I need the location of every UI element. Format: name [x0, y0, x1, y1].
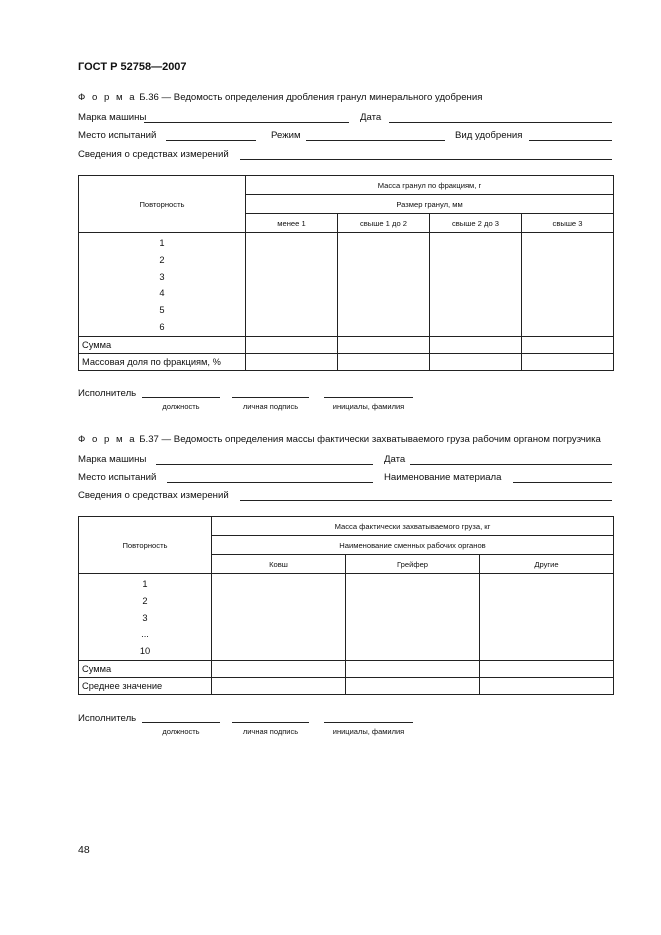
form-b37-title [78, 434, 601, 445]
row-number: 3 [142, 612, 148, 623]
size-header: Размер гранул, мм [246, 195, 614, 214]
date-field[interactable] [410, 464, 612, 465]
name-field[interactable] [324, 397, 413, 398]
repetition-numbers [79, 233, 246, 337]
column-header: менее 1 [246, 214, 338, 233]
mass-header: Масса гранул по фракциям, г [246, 176, 614, 195]
place-field[interactable] [167, 482, 373, 483]
fertilizer-label: Вид удобрения [455, 130, 523, 141]
mass-header: Масса фактически захватываемого груза, кг [212, 517, 614, 536]
mode-label: Режим [271, 130, 301, 141]
data-cell[interactable] [522, 353, 614, 370]
data-cell[interactable] [212, 677, 346, 694]
rep-header: Повторность [79, 517, 212, 574]
column-header: Грейфер [346, 555, 480, 574]
machine-field[interactable] [156, 464, 373, 465]
share-row-label: Массовая доля по фракциям, % [79, 353, 246, 370]
data-cell[interactable] [430, 233, 522, 337]
document-standard-number: ГОСТ Р 52758—2007 [78, 61, 187, 73]
material-label: Наименование материала [384, 472, 502, 483]
mode-field[interactable] [306, 140, 445, 141]
page-number: 48 [78, 844, 90, 856]
machine-field[interactable] [144, 122, 349, 123]
position-field[interactable] [142, 397, 220, 398]
material-field[interactable] [513, 482, 612, 483]
data-cell[interactable] [346, 574, 480, 661]
signature-caption: личная подпись [242, 727, 299, 736]
data-cell[interactable] [346, 677, 480, 694]
row-number: 6 [159, 321, 165, 332]
column-header: Ковш [212, 555, 346, 574]
load-mass-table [78, 516, 614, 695]
row-number: 5 [159, 305, 165, 316]
row-number: ... [141, 629, 149, 640]
name-field[interactable] [324, 722, 413, 723]
data-cell[interactable] [480, 677, 614, 694]
repetition-numbers [79, 574, 212, 661]
row-number: 2 [159, 254, 165, 265]
data-cell[interactable] [522, 336, 614, 353]
column-header: свыше 3 [522, 214, 614, 233]
date-label: Дата [360, 112, 382, 123]
form-word: Ф о р м а [78, 434, 137, 445]
row-number: 1 [142, 579, 148, 589]
data-cell[interactable] [246, 353, 338, 370]
form-title-text: Б.36 — Ведомость определения дробления гранул минерального удобрения [139, 92, 483, 103]
place-label: Место испытаний [78, 130, 157, 141]
row-number: 1 [159, 238, 165, 248]
signature-field[interactable] [232, 722, 309, 723]
position-caption: должность [162, 727, 200, 736]
data-cell[interactable] [338, 336, 430, 353]
data-cell[interactable] [480, 574, 614, 661]
date-field[interactable] [389, 122, 612, 123]
column-header: свыше 2 до 3 [430, 214, 522, 233]
row-number: 2 [142, 595, 148, 606]
date-label: Дата [384, 454, 406, 465]
rep-header: Повторность [79, 176, 246, 233]
machine-label: Марка машины [78, 454, 147, 465]
instruments-field[interactable] [240, 159, 612, 160]
column-header: свыше 1 до 2 [338, 214, 430, 233]
signature-caption: личная подпись [242, 402, 299, 411]
name-caption: инициалы, фамилия [332, 402, 405, 411]
data-cell[interactable] [480, 660, 614, 677]
sum-row-label: Сумма [79, 660, 212, 677]
instruments-label: Сведения о средствах измерений [78, 490, 229, 501]
row-number: 4 [159, 288, 165, 299]
organs-header: Наименование сменных рабочих органов [212, 536, 614, 555]
row-number: 10 [139, 646, 151, 657]
data-cell[interactable] [212, 574, 346, 661]
place-field[interactable] [166, 140, 256, 141]
fertilizer-field[interactable] [529, 140, 612, 141]
position-field[interactable] [142, 722, 220, 723]
form-word: Ф о р м а [78, 92, 137, 103]
average-row-label: Среднее значение [79, 677, 212, 694]
place-label: Место испытаний [78, 472, 157, 483]
instruments-field[interactable] [240, 500, 612, 501]
data-cell[interactable] [338, 233, 430, 337]
signature-field[interactable] [232, 397, 309, 398]
name-caption: инициалы, фамилия [332, 727, 405, 736]
sum-row-label: Сумма [79, 336, 246, 353]
data-cell[interactable] [430, 336, 522, 353]
instruments-label: Сведения о средствах измерений [78, 149, 229, 160]
fraction-table [78, 175, 614, 371]
data-cell[interactable] [246, 233, 338, 337]
data-cell[interactable] [212, 660, 346, 677]
data-cell[interactable] [246, 336, 338, 353]
data-cell[interactable] [522, 233, 614, 337]
data-cell[interactable] [430, 353, 522, 370]
row-number: 3 [159, 271, 165, 282]
data-cell[interactable] [346, 660, 480, 677]
executor-label: Исполнитель [78, 388, 137, 399]
form-b36-title [78, 92, 482, 103]
form-title-text: Б.37 — Ведомость определения массы фактически захватываемого груза рабочим органом погрузчика [139, 434, 601, 445]
column-header: Другие [480, 555, 614, 574]
executor-label: Исполнитель [78, 713, 137, 724]
data-cell[interactable] [338, 353, 430, 370]
position-caption: должность [162, 402, 200, 411]
machine-label: Марка машины [78, 112, 147, 123]
